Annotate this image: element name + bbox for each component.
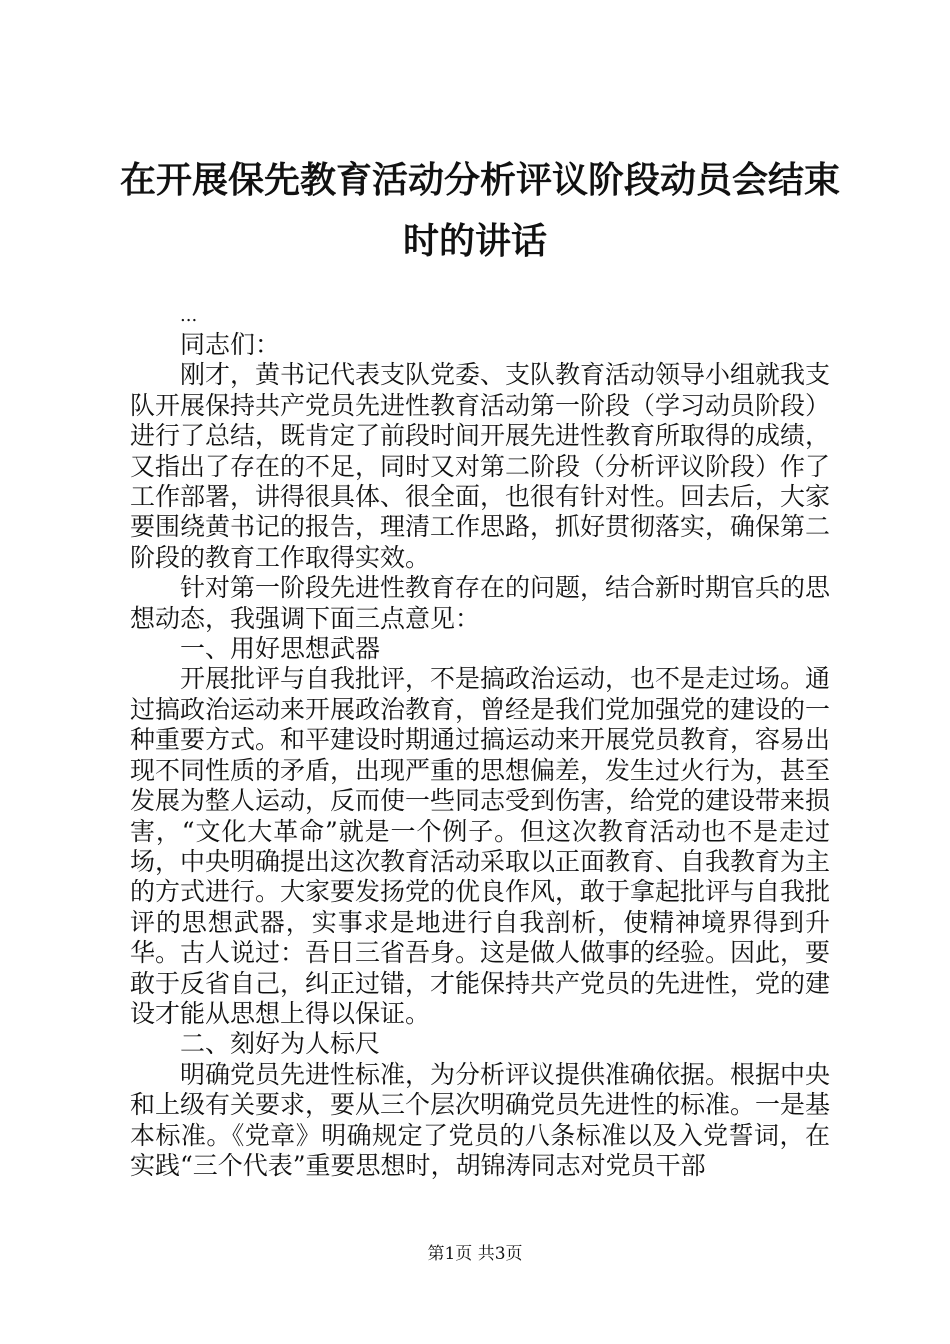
salutation: 同志们： [180, 330, 281, 359]
section-2-paragraph: 明确党员先进性标准，为分析评议提供准确依据。根据中央和上级有关要求，要从三个层次明确党员先进性的标准。一是基本标准。《党章》明确规定了党员的八条标准以及入党誓词，在实践“三个代表”重要思想时，胡锦涛同志对党员干部 [130, 1059, 831, 1180]
page-footer: 第1页 共3页 [427, 1244, 523, 1264]
section-heading-2: 二、刻好为人标尺 [180, 1029, 381, 1059]
section-1-paragraph: 开展批评与自我批评，不是搞政治运动，也不是走过场。通过搞政治运动来开展政治教育，曾经是我们党加强党的建设的一种重要方式。和平建设时期通过搞运动来开展党员教育，容易出现不同性质的矛盾，出现严重的思想偏差，发生过火行为，甚至发展为整人运动，反而使一些同志受到伤害，给党的建设带来损害，“文化大革命”就是一个例子。但这次教育活动也不是走过场，中央明确提出这次教育活动采取以正面教育、自我教育为主的方式进行。大家要发扬党的优良作风，敢于拿起批评与自我批评的思想武器，实事求是地进行自我剖析，使精神境界得到升华。古人说过：吾日三省吾身。这是做人做事的经验。因此，要敢于反省自己，纠正过错，才能保持共产党员的先进性，党的建设才能从思想上得以保证。 [130, 664, 831, 1028]
body-paragraph: 针对第一阶段先进性教育存在的问题，结合新时期官兵的思想动态，我强调下面三点意见： [130, 573, 831, 633]
section-heading-1: 一、用好思想武器 [180, 634, 381, 664]
document-title-line-1: 在开展保先教育活动分析评议阶段动员会结束 [120, 160, 841, 201]
body-paragraph: 刚才，黄书记代表支队党委、支队教育活动领导小组就我支队开展保持共产党员先进性教育活动第一阶段（学习动员阶段）进行了总结，既肯定了前段时间开展先进性教育所取得的成绩，又指出了存在的不足，同时又对第二阶段（分析评议阶段）作了工作部署，讲得很具体、很全面，也很有针对性。回去后，大家要围绕黄书记的报告，理清工作思路，抓好贯彻落实，确保第二阶段的教育工作取得实效。 [130, 360, 831, 572]
document-body [130, 302, 830, 1181]
ellipsis-marker: ... [180, 305, 198, 326]
document-title-line-2: 时的讲话 [402, 221, 547, 262]
